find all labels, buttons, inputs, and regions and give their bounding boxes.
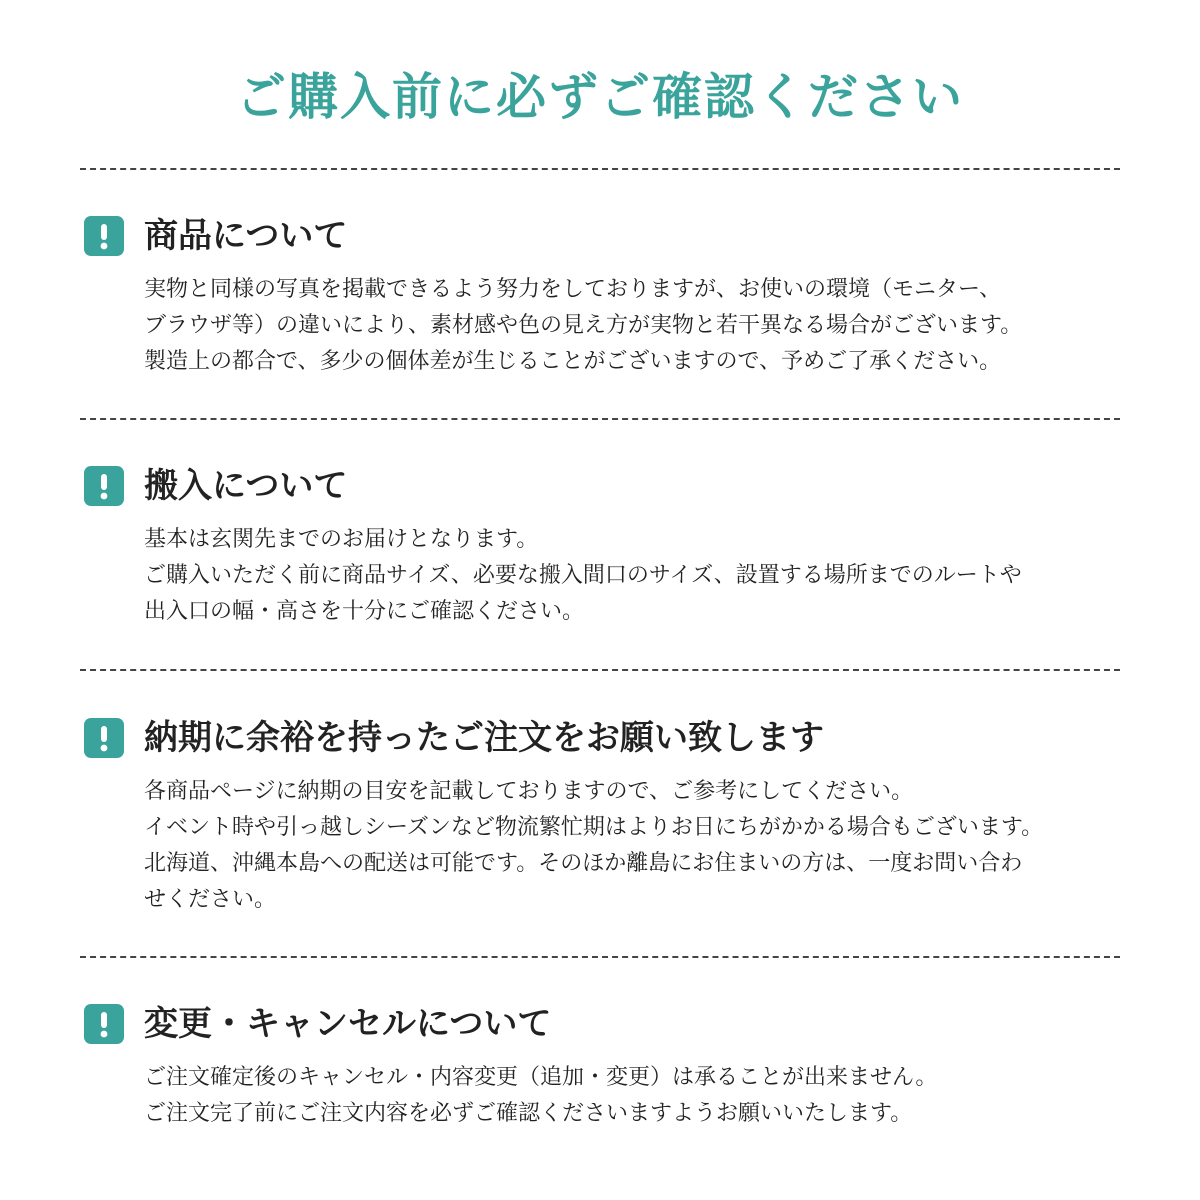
body-line: ご購入いただく前に商品サイズ、必要な搬入間口のサイズ、設置する場所までのルートや [144, 563, 1022, 588]
section-products [84, 214, 1134, 380]
section-delivery [84, 464, 1134, 630]
section-body [144, 272, 1134, 380]
divider [80, 168, 1120, 170]
section-header [84, 1002, 1134, 1046]
exclamation-icon [84, 718, 124, 758]
body-line: 出入口の幅・高さを十分にご確認ください。 [144, 599, 585, 624]
body-line: 製造上の都合で、多少の個体差が生じることがございますので、予めご了承ください。 [144, 349, 1002, 374]
body-line: ブラウザ等）の違いにより、素材感や色の見え方が実物と若干異なる場合がございます。 [144, 313, 1023, 338]
section-body [144, 522, 1134, 630]
section-header [84, 716, 1134, 760]
divider [80, 418, 1120, 420]
page-title: ご購入前に必ずご確認ください [236, 68, 964, 126]
section-title: 搬入について [144, 466, 348, 506]
section-title: 商品について [144, 216, 348, 256]
section-header [84, 214, 1134, 258]
divider [80, 956, 1120, 958]
divider [80, 669, 1120, 671]
body-line: 基本は玄関先までのお届けとなります。 [144, 527, 539, 552]
section-lead-time [84, 716, 1134, 918]
body-line: 各商品ページに納期の目安を記載しておりますので、ご参考にしてください。 [144, 779, 914, 804]
section-title: 納期に余裕を持ったご注文をお願い致します [144, 718, 824, 758]
body-line: 実物と同様の写真を掲載できるよう努力をしておりますが、お使いの環境（モニター、 [144, 277, 1002, 302]
exclamation-icon [84, 1004, 124, 1044]
body-line: ご注文完了前にご注文内容を必ずご確認くださいますようお願いいたします。 [144, 1101, 913, 1126]
body-line: 北海道、沖縄本島への配送は可能です。そのほか離島にお住まいの方は、一度お問い合わ [144, 851, 1023, 876]
exclamation-icon [84, 216, 124, 256]
body-line: ご注文確定後のキャンセル・内容変更（追加・変更）は承ることが出来ません。 [144, 1065, 938, 1090]
section-body [144, 1060, 1134, 1132]
section-title: 変更・キャンセルについて [144, 1004, 552, 1044]
section-body [144, 774, 1134, 918]
exclamation-icon [84, 466, 124, 506]
section-cancellation [84, 1002, 1134, 1132]
section-header [84, 464, 1134, 508]
body-line: イベント時や引っ越しシーズンなど物流繁忙期はよりお日にちがかかる場合もございます。 [144, 815, 1044, 840]
body-line: せください。 [144, 887, 277, 912]
